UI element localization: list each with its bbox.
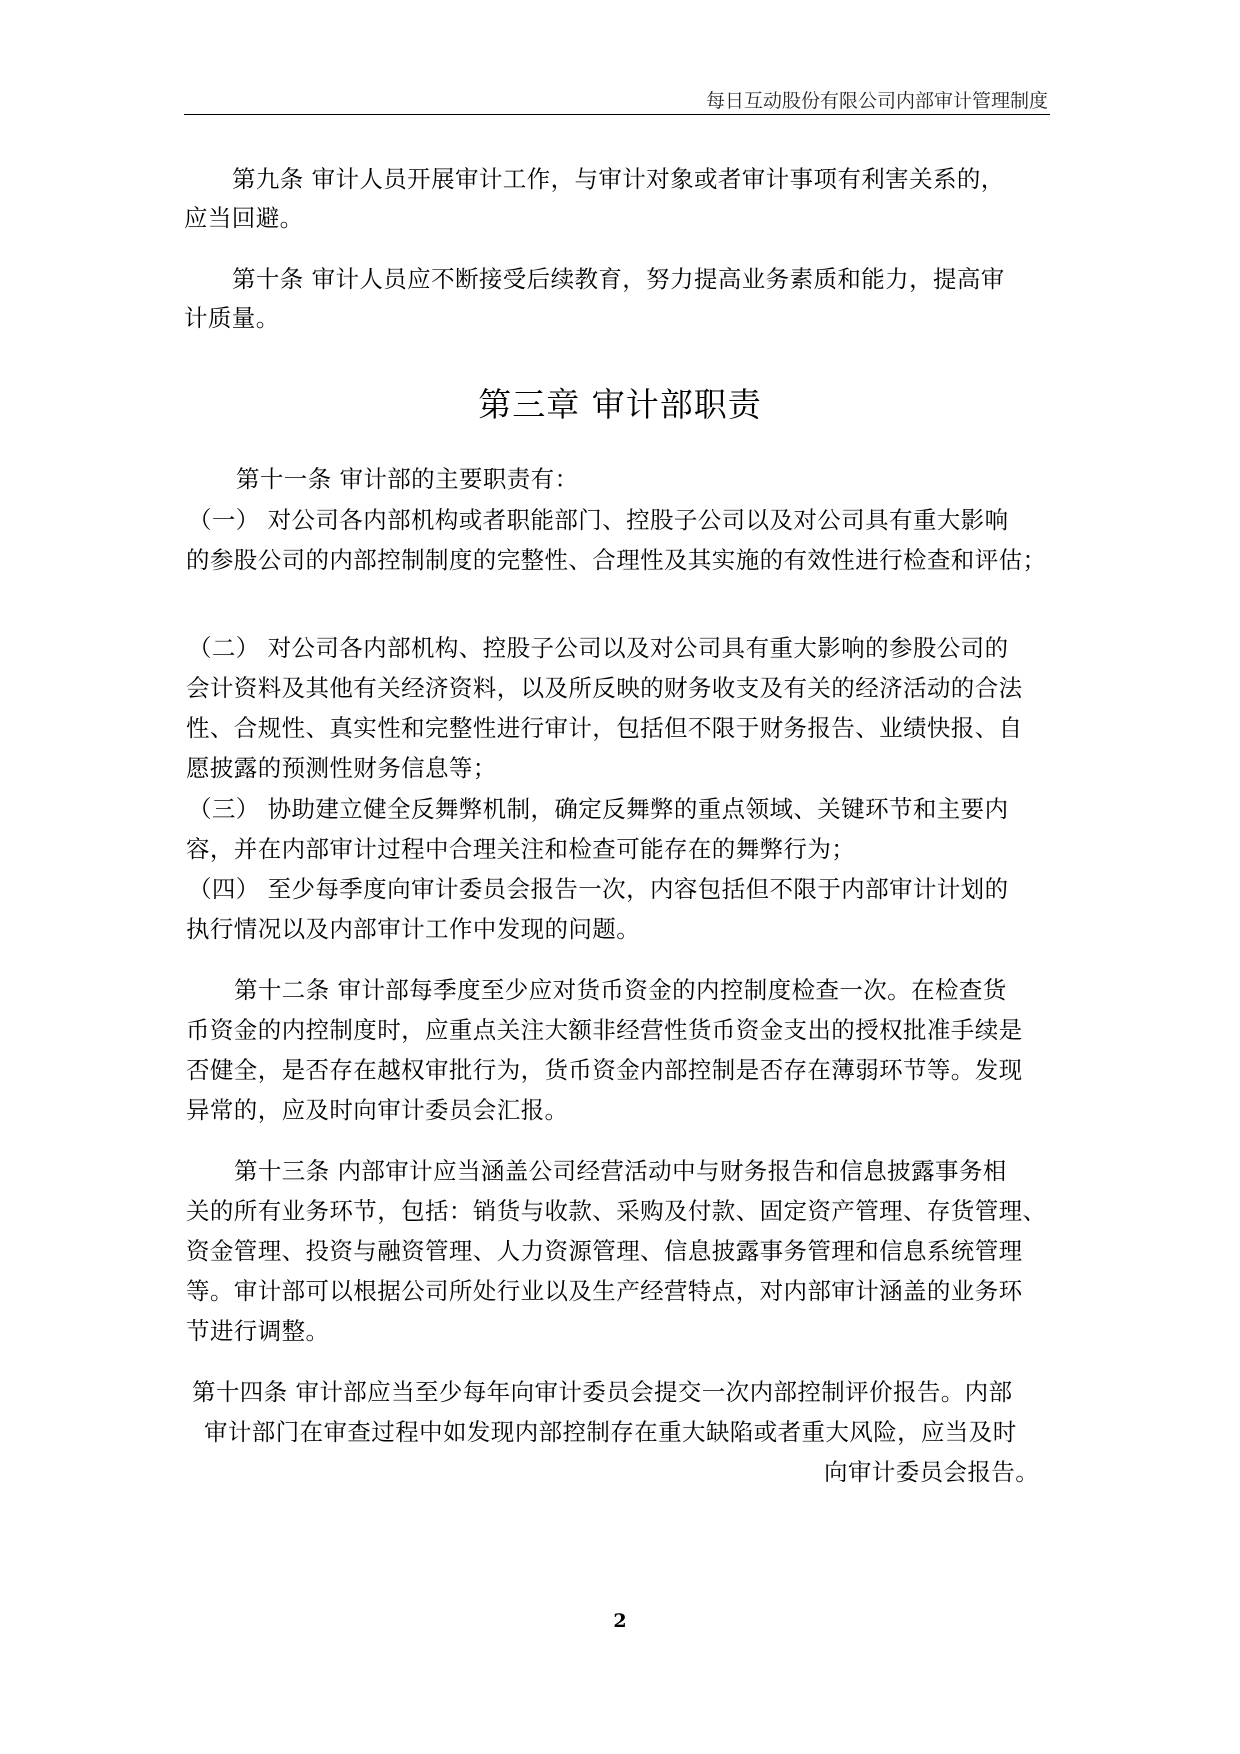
item-3-line-1: （三） 协助建立健全反舞弊机制，确定反舞弊的重点领域、关键环节和主要内: [188, 795, 1009, 823]
item-2-line-1: （二） 对公司各内部机构、控股子公司以及对公司具有重大影响的参股公司的: [188, 634, 1009, 662]
article-13-line-1: 第十三条 内部审计应当涵盖公司经营活动中与财务报告和信息披露事务相: [234, 1157, 1007, 1185]
article-14-line-3: 向审计委员会报告。: [824, 1458, 1040, 1486]
article-12-line-2: 币资金的内控制度时，应重点关注大额非经营性货币资金支出的授权批准手续是: [186, 1016, 1023, 1044]
item-2-line-3: 性、合规性、真实性和完整性进行审计，包括但不限于财务报告、业绩快报、自: [186, 714, 1023, 742]
article-12-line-3: 否健全，是否存在越权审批行为，货币资金内部控制是否存在薄弱环节等。发现: [186, 1056, 1023, 1084]
item-4-line-1: （四） 至少每季度向审计委员会报告一次，内容包括但不限于内部审计计划的: [188, 875, 1009, 903]
page-number: 2: [613, 1610, 627, 1632]
article-14-line-2: 审计部门在审查过程中如发现内部控制存在重大缺陷或者重大风险，应当及时: [204, 1418, 1017, 1446]
item-4-line-2: 执行情况以及内部审计工作中发现的问题。: [186, 915, 641, 943]
article-10-line-1: 第十条 审计人员应不断接受后续教育，努力提高业务素质和能力，提高审: [232, 265, 1005, 293]
item-2-line-2: 会计资料及其他有关经济资料，以及所反映的财务收支及有关的经济活动的合法: [186, 674, 1023, 702]
page-header: [184, 84, 1050, 115]
item-1-line-1: （一） 对公司各内部机构或者职能部门、控股子公司以及对公司具有重大影响: [188, 506, 1009, 534]
article-13-line-5: 节进行调整。: [186, 1317, 330, 1345]
article-13-line-2: 关的所有业务环节，包括：销货与收款、采购及付款、固定资产管理、存货管理、: [186, 1197, 1047, 1225]
article-12-line-4: 异常的，应及时向审计委员会汇报。: [186, 1096, 569, 1124]
article-9-line-1: 第九条 审计人员开展审计工作，与审计对象或者审计事项有利害关系的，: [232, 165, 1005, 193]
article-10-line-2: 计质量。: [184, 304, 280, 332]
article-14-line-1: 第十四条 审计部应当至少每年向审计委员会提交一次内部控制评价报告。内部: [192, 1378, 1013, 1406]
article-9-line-2: 应当回避。: [184, 204, 304, 232]
chapter-title: 第三章 审计部职责: [478, 385, 762, 424]
article-13-line-4: 等。审计部可以根据公司所处行业以及生产经营特点，对内部审计涵盖的业务环: [186, 1277, 1023, 1305]
header-title: 每日互动股份有限公司内部审计管理制度: [705, 90, 1048, 112]
item-2-line-4: 愿披露的预测性财务信息等；: [186, 754, 497, 782]
item-1-line-2: 的参股公司的内部控制制度的完整性、合理性及其实施的有效性进行检查和评估；: [186, 546, 1047, 574]
item-3-line-2: 容，并在内部审计过程中合理关注和检查可能存在的舞弊行为；: [186, 835, 856, 863]
article-13-line-3: 资金管理、投资与融资管理、人力资源管理、信息披露事务管理和信息系统管理: [186, 1237, 1023, 1265]
article-11-line-1: 第十一条 审计部的主要职责有：: [236, 465, 579, 493]
article-12-line-1: 第十二条 审计部每季度至少应对货币资金的内控制度检查一次。在检查货: [234, 976, 1007, 1004]
